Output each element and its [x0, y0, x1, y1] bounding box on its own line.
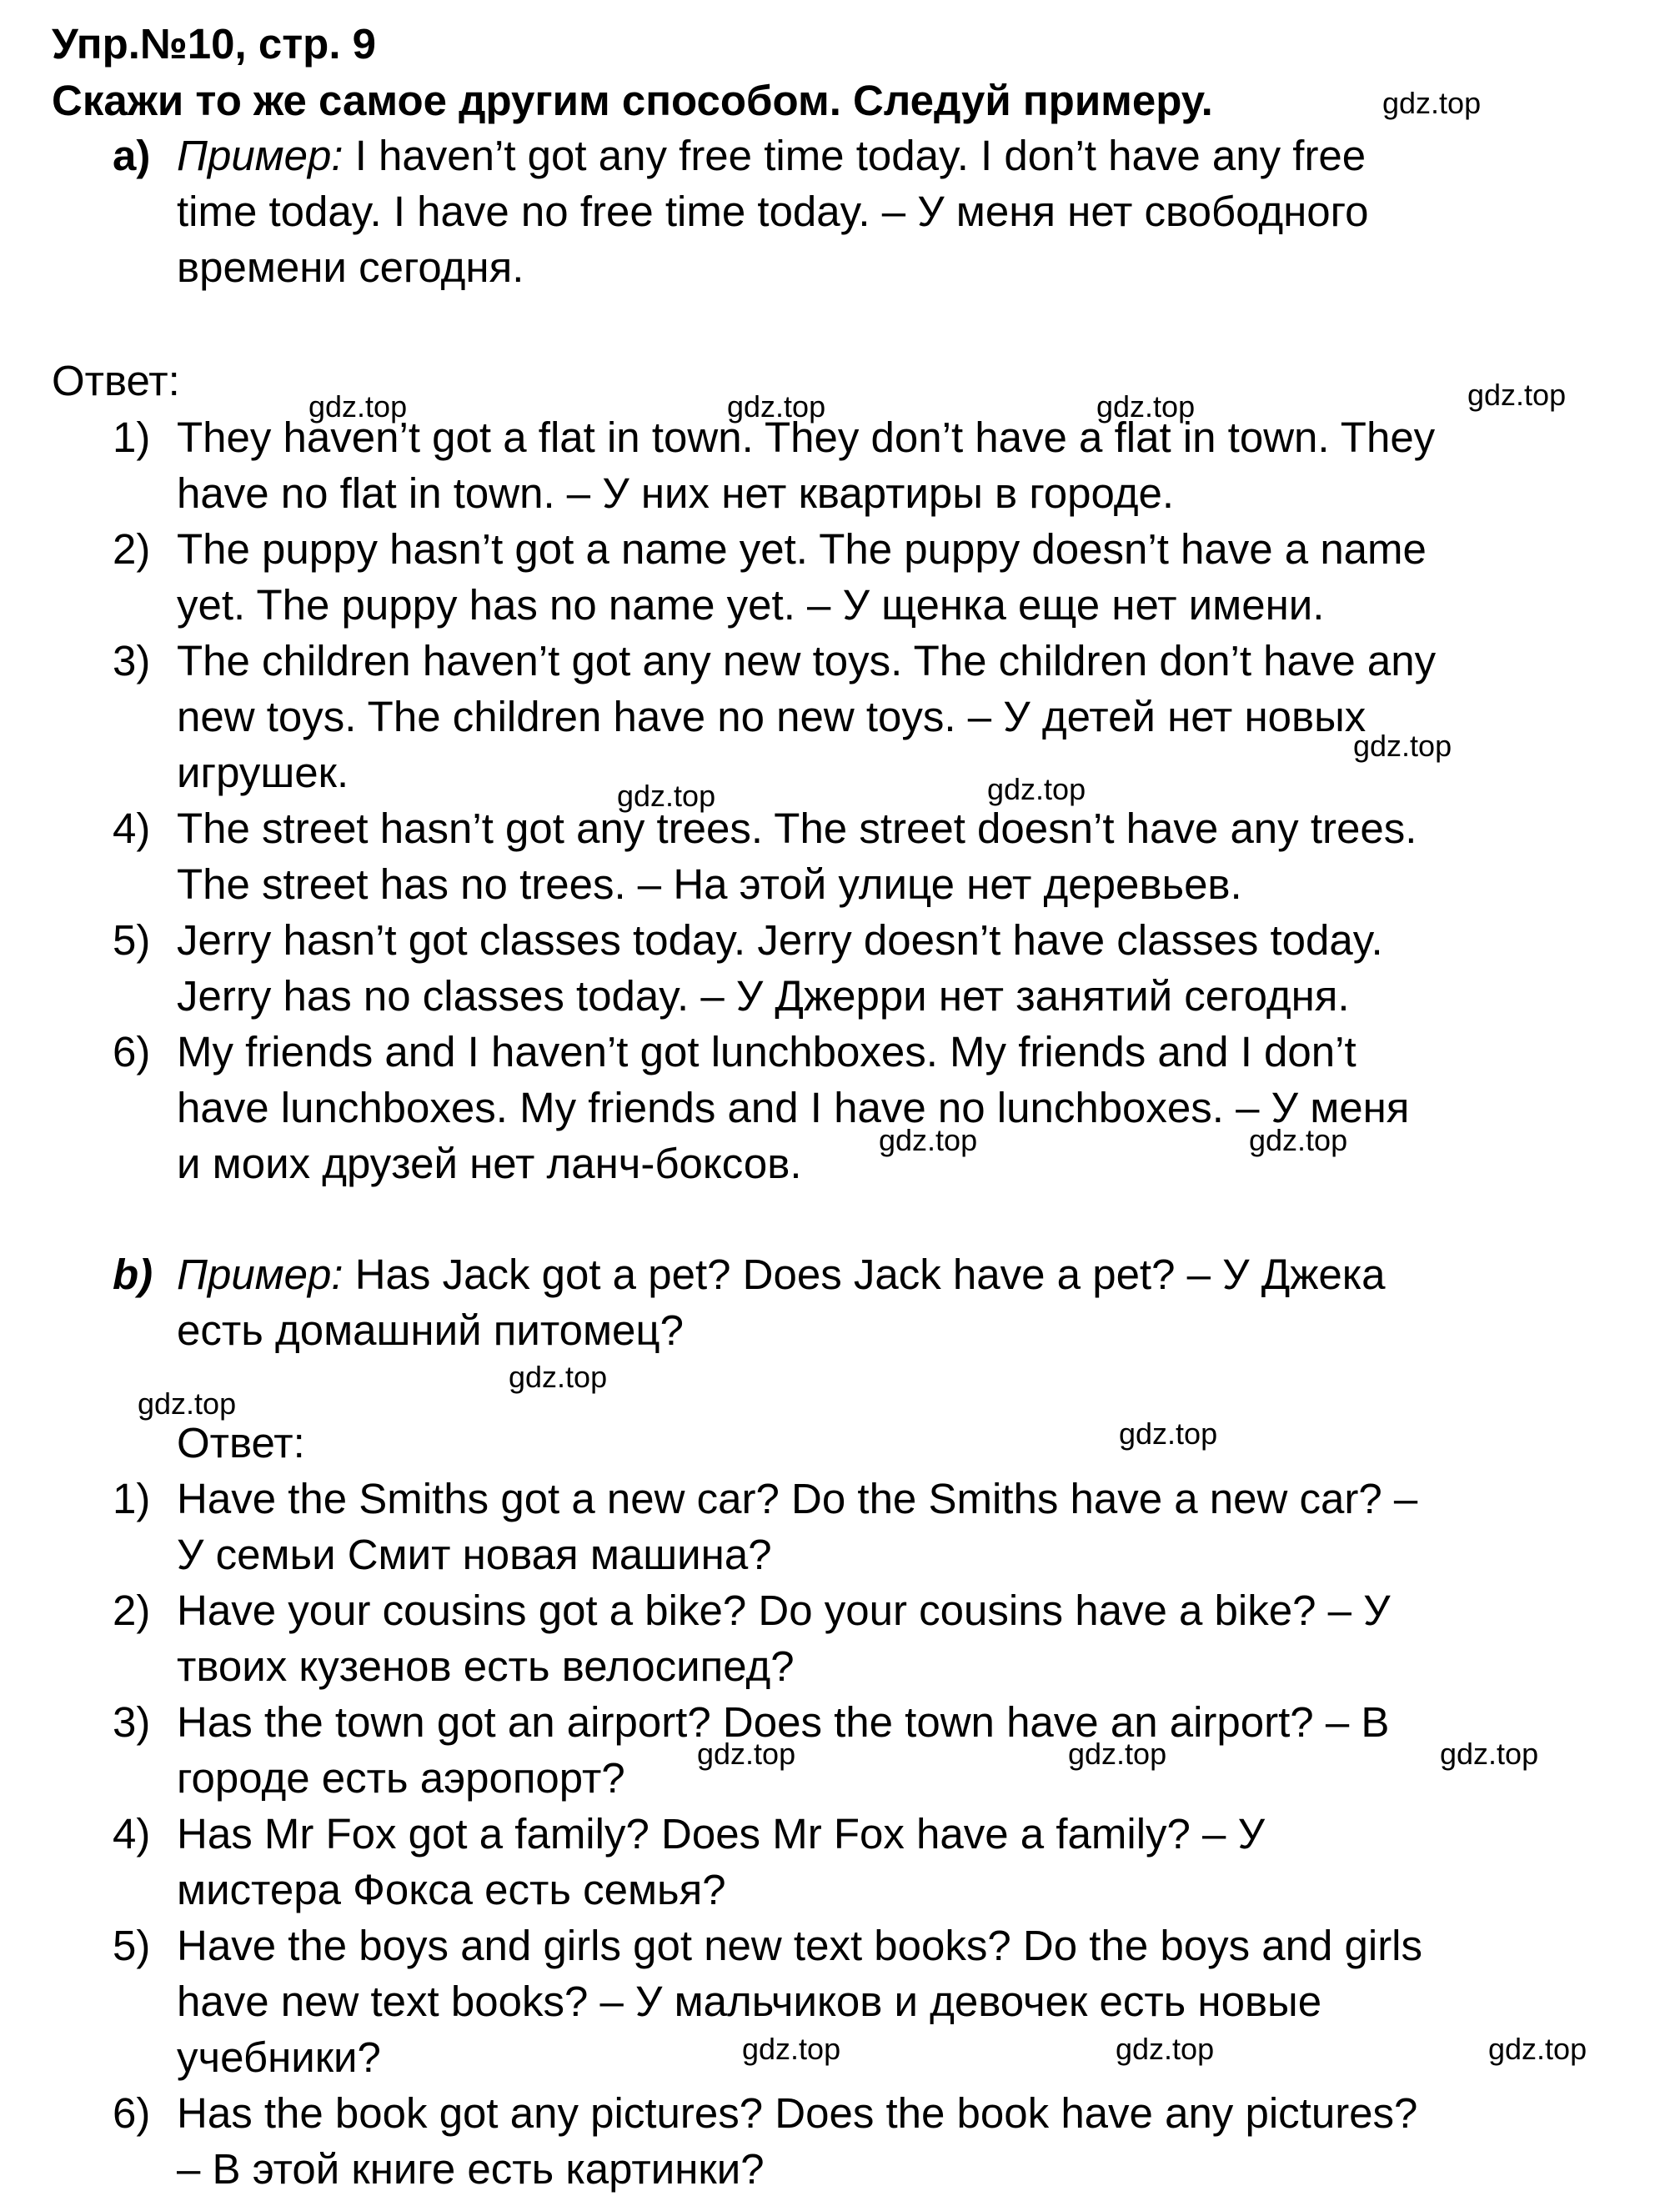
part-b-answer-label: Ответ:: [177, 1419, 305, 1466]
list-item-line: have new text books? – У мальчиков и девочек есть новые: [177, 1978, 1322, 2025]
part-a-label: a): [113, 132, 151, 179]
list-item-line: твоих кузенов есть велосипед?: [177, 1642, 795, 1690]
watermark: gdz.top: [987, 772, 1086, 806]
item-number: 2): [113, 525, 151, 573]
item-number: 1): [113, 414, 151, 461]
list-item-line: Has the town got an airport? Does the town have an airport? – В: [177, 1698, 1390, 1746]
list-item-line: Jerry has no classes today. – У Джерри нет занятий сегодня.: [177, 972, 1350, 1020]
list-item-line: и моих друзей нет ланч-боксов.: [177, 1140, 802, 1187]
watermark: gdz.top: [1440, 1737, 1539, 1771]
watermark: gdz.top: [1096, 389, 1196, 424]
part-b-label: b): [113, 1251, 153, 1298]
list-item-line: Have the boys and girls got new text books? Do the boys and girls: [177, 1922, 1423, 1969]
watermark: gdz.top: [509, 1360, 608, 1394]
list-item-line: Have the Smiths got a new car? Do the Smiths have a new car? –: [177, 1475, 1418, 1522]
item-number: 6): [113, 1028, 151, 1075]
item-number: 1): [113, 1475, 151, 1522]
item-number: 5): [113, 916, 151, 964]
list-item-line: Has the book got any pictures? Does the book have any pictures?: [177, 2089, 1418, 2137]
watermark: gdz.top: [1382, 86, 1482, 120]
watermark: gdz.top: [879, 1123, 978, 1157]
item-number: 6): [113, 2089, 151, 2137]
item-number: 4): [113, 1810, 151, 1858]
example-word: Пример:: [177, 132, 344, 179]
list-item-line: Have your cousins got a bike? Do your cousins have a bike? – У: [177, 1587, 1391, 1634]
list-item-line: мистера Фокса есть семья?: [177, 1866, 726, 1913]
item-number: 3): [113, 1698, 151, 1746]
list-item-line: The street hasn’t got any trees. The street doesn’t have any trees.: [177, 805, 1417, 852]
watermark: gdz.top: [1353, 729, 1452, 763]
list-item-line: yet. The puppy has no name yet. – У щенка еще нет имени.: [177, 581, 1325, 629]
watermark: gdz.top: [1119, 1416, 1218, 1451]
list-item-line: The street has no trees. – На этой улице нет деревьев.: [177, 860, 1242, 908]
part-a-example-line-1: Пример: I haven’t got any free time today. I don’t have any free: [177, 132, 1367, 179]
list-item-line: My friends and I haven’t got lunchboxes. My friends and I don’t: [177, 1028, 1357, 1075]
task-instruction: Скажи то же самое другим способом. Следуй примеру.: [52, 77, 1213, 124]
part-b-example-line-1: Пример: Has Jack got a pet? Does Jack have a pet? – У Джека: [177, 1251, 1386, 1298]
item-number: 3): [113, 637, 151, 684]
watermark: gdz.top: [1488, 2032, 1587, 2066]
list-item-line: The puppy hasn’t got a name yet. The puppy doesn’t have a name: [177, 525, 1427, 573]
list-item-line: игрушек.: [177, 749, 349, 796]
list-item-line: городе есть аэропорт?: [177, 1754, 625, 1802]
part-a-example-line-3: времени сегодня.: [177, 243, 524, 291]
list-item-line: They haven’t got a flat in town. They don’t have a flat in town. They: [177, 414, 1436, 461]
list-item-line: учебники?: [177, 2033, 381, 2081]
item-number: 2): [113, 1587, 151, 1634]
watermark: gdz.top: [1249, 1123, 1348, 1157]
list-item-line: Jerry hasn’t got classes today. Jerry doesn’t have classes today.: [177, 916, 1383, 964]
item-number: 5): [113, 1922, 151, 1969]
part-b-example-line-2: есть домашний питомец?: [177, 1306, 684, 1354]
list-item-line: У семьи Смит новая машина?: [177, 1531, 772, 1578]
watermark: gdz.top: [697, 1737, 796, 1771]
list-item-line: new toys. The children have no new toys. – У детей нет новых: [177, 693, 1367, 740]
example-word: Пример:: [177, 1251, 344, 1298]
list-item-line: have no flat in town. – У них нет квартиры в городе.: [177, 469, 1175, 517]
part-a-answer-label: Ответ:: [52, 357, 180, 404]
list-item-line: have lunchboxes. My friends and I have no lunchboxes. – У меня: [177, 1084, 1410, 1131]
watermark: gdz.top: [727, 389, 826, 424]
watermark: gdz.top: [1467, 378, 1567, 412]
part-a-example-line-2: time today. I have no free time today. – У меня нет свободного: [177, 188, 1369, 235]
watermark: gdz.top: [138, 1386, 237, 1421]
list-item-line: The children haven’t got any new toys. The children don’t have any: [177, 637, 1437, 684]
watermark: gdz.top: [617, 779, 716, 813]
item-number: 4): [113, 805, 151, 852]
list-item-line: Has Mr Fox got a family? Does Mr Fox have a family? – У: [177, 1810, 1265, 1858]
watermark: gdz.top: [742, 2032, 841, 2066]
list-item-line: – В этой книге есть картинки?: [177, 2145, 765, 2193]
watermark: gdz.top: [1068, 1737, 1167, 1771]
watermark: gdz.top: [308, 389, 408, 424]
exercise-title: Упр.№10, стр. 9: [52, 20, 377, 68]
watermark: gdz.top: [1116, 2032, 1215, 2066]
